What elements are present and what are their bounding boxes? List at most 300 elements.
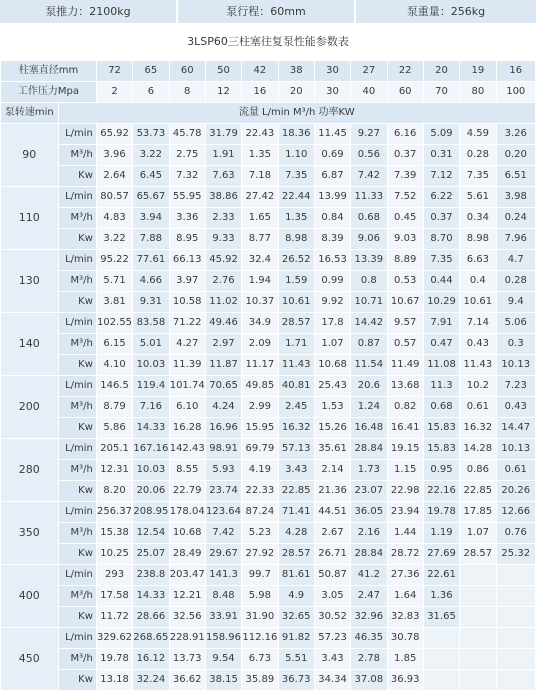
table-row: [1, 397, 536, 418]
value-cell: 22.79: [169, 481, 205, 502]
value-cell: 91.82: [278, 628, 314, 649]
pump-speed: 450: [1, 628, 59, 691]
value-cell: 11.3: [423, 376, 459, 397]
value-cell: 66.13: [169, 250, 205, 271]
unit-label: Kw: [58, 418, 96, 439]
value-cell: 14.47: [496, 418, 536, 439]
value-cell: 4.19: [242, 460, 278, 481]
value-cell: 5.71: [96, 271, 132, 292]
diameter-label: 柱塞直径mm: [1, 61, 97, 82]
value-cell: 98.91: [205, 439, 241, 460]
value-cell: 34.9: [242, 313, 278, 334]
value-cell: 22.16: [423, 481, 459, 502]
table-row: [1, 355, 536, 376]
value-cell: [496, 607, 536, 628]
value-cell: 2.33: [205, 208, 241, 229]
value-cell: 7.32: [169, 166, 205, 187]
value-cell: 2.75: [169, 145, 205, 166]
table-row: [1, 544, 536, 565]
value-cell: 12.31: [96, 460, 132, 481]
table-row: [1, 586, 536, 607]
value-cell: [423, 649, 459, 670]
value-cell: 8.95: [169, 229, 205, 250]
value-cell: [460, 565, 496, 586]
value-cell: 7.35: [278, 166, 314, 187]
pressure-value: 30: [314, 82, 350, 103]
value-cell: 38.86: [205, 187, 241, 208]
value-cell: 26.71: [314, 544, 350, 565]
unit-label: Kw: [58, 607, 96, 628]
unit-label: Kw: [58, 544, 96, 565]
value-cell: 268.65: [133, 628, 169, 649]
value-cell: 7.14: [460, 313, 496, 334]
unit-label: L/min: [58, 439, 96, 460]
pressure-value: 60: [387, 82, 423, 103]
value-cell: 15.38: [96, 523, 132, 544]
value-cell: 28.57: [278, 313, 314, 334]
value-cell: 3.96: [96, 145, 132, 166]
value-cell: 20.26: [496, 481, 536, 502]
value-cell: 23.94: [387, 502, 423, 523]
diameter-value: 72: [96, 61, 132, 82]
value-cell: 99.7: [242, 565, 278, 586]
spec-bar: [0, 0, 536, 23]
value-cell: 16.28: [169, 418, 205, 439]
value-cell: 7.39: [387, 166, 423, 187]
value-cell: 7.18: [242, 166, 278, 187]
pump-speed: 400: [1, 565, 59, 628]
table-row: [1, 292, 536, 313]
table-row: [1, 334, 536, 355]
value-cell: 9.27: [351, 124, 387, 145]
unit-label: M³/h: [58, 586, 96, 607]
value-cell: 0.37: [423, 208, 459, 229]
diameter-value: 30: [314, 61, 350, 82]
value-cell: 3.26: [496, 124, 536, 145]
value-cell: 0.95: [423, 460, 459, 481]
value-cell: 101.74: [169, 376, 205, 397]
value-cell: 26.52: [278, 250, 314, 271]
value-cell: 28.66: [133, 607, 169, 628]
value-cell: 8.89: [387, 250, 423, 271]
value-cell: 7.42: [205, 523, 241, 544]
table-row: [1, 628, 536, 649]
value-cell: 33.91: [205, 607, 241, 628]
value-cell: 9.31: [133, 292, 169, 313]
value-cell: 77.61: [133, 250, 169, 271]
value-cell: 11.02: [205, 292, 241, 313]
stroke-spec: 泵行程：60mm: [178, 0, 354, 23]
value-cell: 44.51: [314, 502, 350, 523]
value-cell: 28.57: [460, 544, 496, 565]
value-cell: 11.54: [351, 355, 387, 376]
value-cell: 23.07: [351, 481, 387, 502]
value-cell: 7.16: [133, 397, 169, 418]
table-row: [1, 565, 536, 586]
value-cell: 21.36: [314, 481, 350, 502]
value-cell: 2.76: [205, 271, 241, 292]
value-cell: [496, 670, 536, 691]
unit-label: M³/h: [58, 145, 96, 166]
value-cell: 11.17: [242, 355, 278, 376]
pressure-value: 2: [96, 82, 132, 103]
table-row: [1, 649, 536, 670]
speed-label: 泵转速min: [1, 103, 59, 124]
value-cell: 7.42: [351, 166, 387, 187]
value-cell: 20.6: [351, 376, 387, 397]
value-cell: 2.09: [242, 334, 278, 355]
table-row: [1, 523, 536, 544]
value-cell: 228.91: [169, 628, 205, 649]
value-cell: 146.5: [96, 376, 132, 397]
value-cell: 32.24: [133, 670, 169, 691]
value-cell: 16.41: [387, 418, 423, 439]
value-cell: 30.52: [314, 607, 350, 628]
value-cell: 83.58: [133, 313, 169, 334]
diameter-value: 50: [205, 61, 241, 82]
value-cell: 15.95: [242, 418, 278, 439]
value-cell: 2.67: [314, 523, 350, 544]
value-cell: 3.94: [133, 208, 169, 229]
pressure-value: 6: [133, 82, 169, 103]
table-row: [1, 229, 536, 250]
table-row: [1, 439, 536, 460]
pump-speed: 350: [1, 502, 59, 565]
value-cell: 18.36: [278, 124, 314, 145]
value-cell: 5.51: [278, 649, 314, 670]
table-row: [1, 187, 536, 208]
unit-label: Kw: [58, 292, 96, 313]
value-cell: [423, 628, 459, 649]
value-cell: 2.45: [278, 397, 314, 418]
pressure-value: 20: [278, 82, 314, 103]
value-cell: 36.93: [387, 670, 423, 691]
value-cell: 10.67: [387, 292, 423, 313]
unit-label: M³/h: [58, 649, 96, 670]
value-cell: 0.44: [423, 271, 459, 292]
value-cell: 11.43: [460, 355, 496, 376]
flow-power-label: 流量 L/min M³/h 功率KW: [58, 103, 535, 124]
value-cell: [460, 649, 496, 670]
unit-label: L/min: [58, 565, 96, 586]
value-cell: 6.22: [423, 187, 459, 208]
value-cell: 203.47: [169, 565, 205, 586]
value-cell: 49.85: [242, 376, 278, 397]
value-cell: 1.71: [278, 334, 314, 355]
value-cell: [460, 670, 496, 691]
value-cell: [460, 607, 496, 628]
value-cell: 16.32: [278, 418, 314, 439]
diameter-value: 20: [423, 61, 459, 82]
value-cell: 167.16: [133, 439, 169, 460]
value-cell: 8.98: [460, 229, 496, 250]
pump-speed: 110: [1, 187, 59, 250]
value-cell: 65.67: [133, 187, 169, 208]
value-cell: 16.48: [351, 418, 387, 439]
value-cell: 35.61: [314, 439, 350, 460]
value-cell: 1.59: [278, 271, 314, 292]
value-cell: 0.61: [496, 460, 536, 481]
unit-label: L/min: [58, 250, 96, 271]
pressure-value: 16: [242, 82, 278, 103]
value-cell: 12.66: [496, 502, 536, 523]
value-cell: 87.24: [242, 502, 278, 523]
value-cell: 25.43: [314, 376, 350, 397]
table-title: 3LSP60三柱塞往复泵性能参数表: [0, 23, 536, 60]
value-cell: 9.4: [496, 292, 536, 313]
value-cell: 28.84: [351, 439, 387, 460]
value-cell: 238.8: [133, 565, 169, 586]
table-row: [1, 670, 536, 691]
value-cell: 16.12: [133, 649, 169, 670]
value-cell: 71.41: [278, 502, 314, 523]
value-cell: 29.67: [205, 544, 241, 565]
value-cell: 1.15: [387, 460, 423, 481]
value-cell: 8.20: [96, 481, 132, 502]
value-cell: 4.28: [278, 523, 314, 544]
value-cell: 5.23: [242, 523, 278, 544]
value-cell: 6.87: [314, 166, 350, 187]
value-cell: 11.45: [314, 124, 350, 145]
weight-spec: 泵重量：256kg: [356, 0, 536, 23]
value-cell: 15.83: [423, 418, 459, 439]
value-cell: 10.68: [314, 355, 350, 376]
value-cell: 19.15: [387, 439, 423, 460]
value-cell: 4.83: [96, 208, 132, 229]
value-cell: 10.61: [460, 292, 496, 313]
value-cell: 1.10: [278, 145, 314, 166]
value-cell: 10.68: [169, 523, 205, 544]
value-cell: 329.62: [96, 628, 132, 649]
value-cell: 102.55: [96, 313, 132, 334]
value-cell: 0.20: [496, 145, 536, 166]
value-cell: 10.2: [460, 376, 496, 397]
value-cell: 4.59: [460, 124, 496, 145]
value-cell: 46.35: [351, 628, 387, 649]
value-cell: 13.99: [314, 187, 350, 208]
performance-table: [0, 60, 536, 691]
value-cell: 7.35: [460, 166, 496, 187]
value-cell: 19.78: [423, 502, 459, 523]
table-row: [1, 481, 536, 502]
value-cell: 10.25: [96, 544, 132, 565]
diameter-value: 42: [242, 61, 278, 82]
value-cell: 5.86: [96, 418, 132, 439]
value-cell: 81.61: [278, 565, 314, 586]
value-cell: 0.45: [387, 208, 423, 229]
value-cell: 0.47: [423, 334, 459, 355]
value-cell: 11.39: [169, 355, 205, 376]
unit-label: L/min: [58, 124, 96, 145]
unit-label: M³/h: [58, 271, 96, 292]
pressure-value: 40: [351, 82, 387, 103]
unit-label: Kw: [58, 166, 96, 187]
value-cell: [496, 586, 536, 607]
value-cell: 3.43: [278, 460, 314, 481]
value-cell: 5.61: [460, 187, 496, 208]
value-cell: 53.73: [133, 124, 169, 145]
value-cell: 17.85: [460, 502, 496, 523]
unit-label: L/min: [58, 313, 96, 334]
value-cell: 6.45: [133, 166, 169, 187]
value-cell: 178.04: [169, 502, 205, 523]
table-row: [1, 166, 536, 187]
value-cell: 6.63: [460, 250, 496, 271]
table-row: [1, 313, 536, 334]
diameter-value: 27: [351, 61, 387, 82]
value-cell: 40.81: [278, 376, 314, 397]
value-cell: 6.15: [96, 334, 132, 355]
unit-label: Kw: [58, 355, 96, 376]
unit-label: L/min: [58, 187, 96, 208]
diameter-value: 22: [387, 61, 423, 82]
value-cell: 5.06: [496, 313, 536, 334]
value-cell: 65.92: [96, 124, 132, 145]
value-cell: 11.49: [387, 355, 423, 376]
value-cell: 27.69: [423, 544, 459, 565]
value-cell: 7.12: [423, 166, 459, 187]
value-cell: 9.57: [387, 313, 423, 334]
value-cell: 38.15: [205, 670, 241, 691]
table-row: [1, 124, 536, 145]
pressure-value: 80: [460, 82, 496, 103]
value-cell: 27.36: [387, 565, 423, 586]
value-cell: 1.35: [278, 208, 314, 229]
value-cell: 0.57: [387, 334, 423, 355]
value-cell: 17.58: [96, 586, 132, 607]
value-cell: 4.27: [169, 334, 205, 355]
unit-label: L/min: [58, 502, 96, 523]
value-cell: 27.92: [242, 544, 278, 565]
table-row: [1, 502, 536, 523]
value-cell: 0.68: [351, 208, 387, 229]
value-cell: 3.98: [496, 187, 536, 208]
value-cell: 0.84: [314, 208, 350, 229]
value-cell: 30.78: [387, 628, 423, 649]
diameter-row: [1, 61, 536, 82]
value-cell: 13.68: [387, 376, 423, 397]
value-cell: 0.4: [460, 271, 496, 292]
value-cell: 6.16: [387, 124, 423, 145]
value-cell: 4.10: [96, 355, 132, 376]
value-cell: 17.8: [314, 313, 350, 334]
value-cell: 7.88: [133, 229, 169, 250]
value-cell: 2.97: [205, 334, 241, 355]
value-cell: 36.73: [278, 670, 314, 691]
value-cell: 11.72: [96, 607, 132, 628]
value-cell: 142.43: [169, 439, 205, 460]
value-cell: 7.91: [423, 313, 459, 334]
value-cell: 4.66: [133, 271, 169, 292]
value-cell: 1.94: [242, 271, 278, 292]
value-cell: 9.92: [314, 292, 350, 313]
value-cell: [496, 628, 536, 649]
value-cell: 69.79: [242, 439, 278, 460]
value-cell: 2.16: [351, 523, 387, 544]
value-cell: 3.22: [133, 145, 169, 166]
value-cell: 0.99: [314, 271, 350, 292]
table-row: [1, 418, 536, 439]
value-cell: 0.24: [496, 208, 536, 229]
table-row: [1, 145, 536, 166]
value-cell: [496, 565, 536, 586]
value-cell: 0.3: [496, 334, 536, 355]
value-cell: 28.84: [351, 544, 387, 565]
value-cell: 12.54: [133, 523, 169, 544]
value-cell: 1.44: [387, 523, 423, 544]
value-cell: 45.92: [205, 250, 241, 271]
value-cell: 31.90: [242, 607, 278, 628]
unit-label: Kw: [58, 670, 96, 691]
value-cell: 41.2: [351, 565, 387, 586]
value-cell: 45.78: [169, 124, 205, 145]
value-cell: 7.96: [496, 229, 536, 250]
value-cell: 36.05: [351, 502, 387, 523]
unit-label: M³/h: [58, 523, 96, 544]
pump-speed: 140: [1, 313, 59, 376]
pressure-value: 70: [423, 82, 459, 103]
value-cell: 22.98: [387, 481, 423, 502]
value-cell: 10.03: [133, 460, 169, 481]
value-cell: 7.23: [496, 376, 536, 397]
value-cell: 1.53: [314, 397, 350, 418]
value-cell: 14.28: [460, 439, 496, 460]
value-cell: 8.39: [314, 229, 350, 250]
value-cell: 5.93: [205, 460, 241, 481]
unit-label: M³/h: [58, 460, 96, 481]
diameter-value: 16: [496, 61, 536, 82]
value-cell: 13.18: [96, 670, 132, 691]
value-cell: 0.28: [496, 271, 536, 292]
table-row: [1, 460, 536, 481]
value-cell: 0.87: [351, 334, 387, 355]
value-cell: 0.43: [496, 397, 536, 418]
value-cell: 12.21: [169, 586, 205, 607]
value-cell: 10.71: [351, 292, 387, 313]
value-cell: 0.61: [460, 397, 496, 418]
diameter-value: 19: [460, 61, 496, 82]
value-cell: 1.91: [205, 145, 241, 166]
value-cell: 5.98: [242, 586, 278, 607]
unit-header-row: [1, 103, 536, 124]
value-cell: 28.49: [169, 544, 205, 565]
value-cell: 32.4: [242, 250, 278, 271]
pump-speed: 280: [1, 439, 59, 502]
value-cell: 256.37: [96, 502, 132, 523]
value-cell: 22.33: [242, 481, 278, 502]
value-cell: 208.95: [133, 502, 169, 523]
value-cell: 50.87: [314, 565, 350, 586]
value-cell: 1.85: [387, 649, 423, 670]
value-cell: 10.13: [496, 355, 536, 376]
value-cell: 14.42: [351, 313, 387, 334]
value-cell: 9.33: [205, 229, 241, 250]
value-cell: 11.43: [278, 355, 314, 376]
value-cell: 1.35: [242, 145, 278, 166]
value-cell: 35.89: [242, 670, 278, 691]
value-cell: 32.96: [351, 607, 387, 628]
value-cell: 7.63: [205, 166, 241, 187]
value-cell: 0.37: [387, 145, 423, 166]
pump-speed: 90: [1, 124, 59, 187]
value-cell: 0.76: [496, 523, 536, 544]
value-cell: 32.65: [278, 607, 314, 628]
value-cell: 95.22: [96, 250, 132, 271]
value-cell: 6.51: [496, 166, 536, 187]
unit-label: L/min: [58, 376, 96, 397]
value-cell: 1.07: [314, 334, 350, 355]
value-cell: 205.1: [96, 439, 132, 460]
